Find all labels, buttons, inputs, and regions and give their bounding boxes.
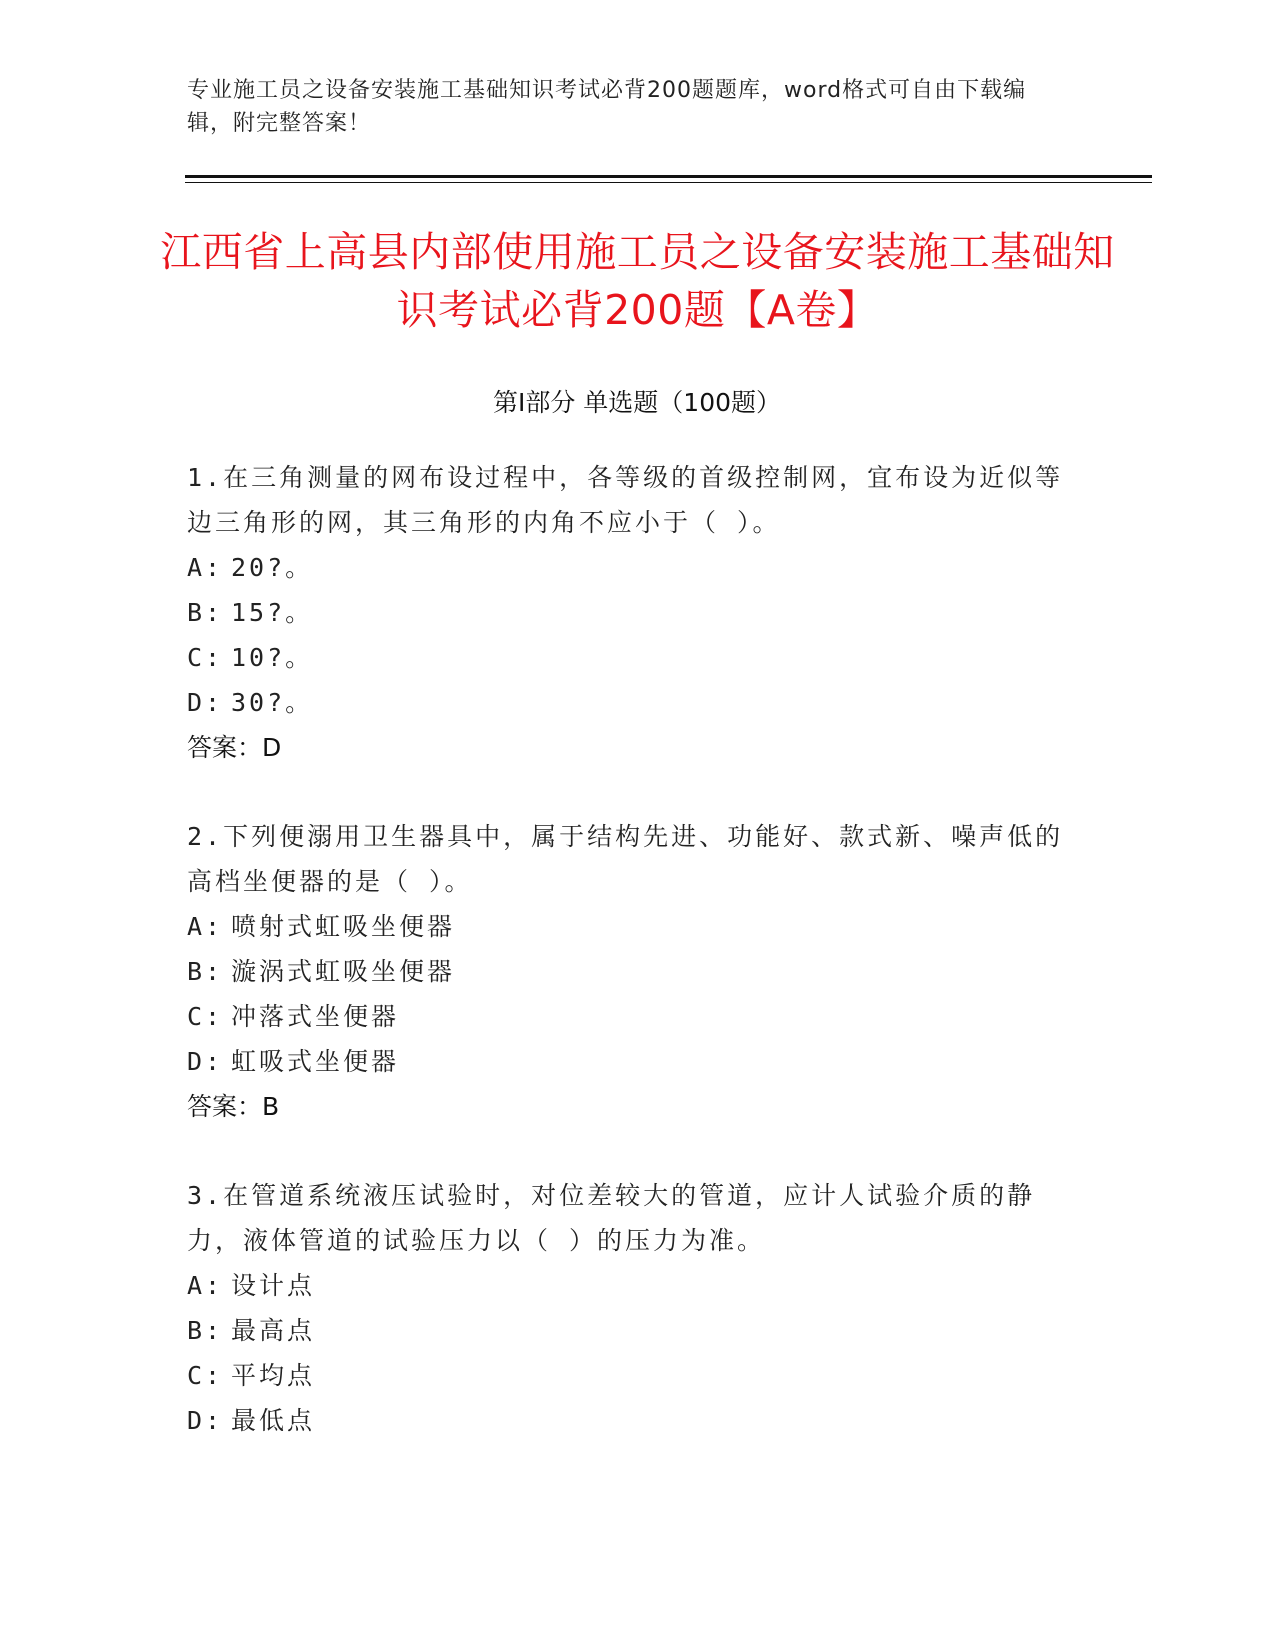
question-stem: 2.下列便溺用卫生器具中，属于结构先进、功能好、款式新、噪声低的高档坐便器的是（ ）。	[187, 822, 1064, 896]
option-letter: B:	[187, 598, 224, 627]
document-title: 江西省上高县内部使用施工员之设备安装施工基础知识考试必背200题【A卷】	[160, 228, 1115, 334]
option-text: 虹吸式坐便器	[231, 1047, 400, 1076]
option-letter: D:	[187, 688, 224, 717]
option-text: 15?。	[231, 598, 314, 627]
option-letter: C:	[187, 1002, 224, 1031]
option-letter: C:	[187, 643, 224, 672]
option-d	[187, 680, 1067, 725]
option-c	[187, 635, 1067, 680]
option-text: 最低点	[231, 1406, 316, 1435]
option-letter: D:	[187, 1406, 224, 1435]
question-1	[187, 455, 1067, 770]
option-text: 平均点	[231, 1361, 316, 1390]
header-rule-thick	[185, 175, 1152, 178]
option-letter: A:	[187, 1271, 224, 1300]
option-text: 最高点	[231, 1316, 316, 1345]
option-a	[187, 1263, 1067, 1308]
option-text: 10?。	[231, 643, 314, 672]
option-letter: A:	[187, 553, 224, 582]
option-b	[187, 1308, 1067, 1353]
option-text: 冲落式坐便器	[231, 1002, 400, 1031]
option-d	[187, 1039, 1067, 1084]
option-c	[187, 994, 1067, 1039]
option-b	[187, 949, 1067, 994]
option-d	[187, 1398, 1067, 1443]
option-letter: D:	[187, 1047, 224, 1076]
section-title: 第Ⅰ部分 单选题（100题）	[492, 388, 782, 417]
option-letter: B:	[187, 1316, 224, 1345]
option-list	[187, 904, 1067, 1084]
option-list	[187, 545, 1067, 725]
question-stem: 3.在管道系统液压试验时，对位差较大的管道，应计人试验介质的静力，液体管道的试验压力以（ ）的压力为准。	[187, 1181, 1036, 1255]
option-letter: C:	[187, 1361, 224, 1390]
option-text: 喷射式虹吸坐便器	[231, 912, 456, 941]
question-stem: 1.在三角测量的网布设过程中，各等级的首级控制网，宜布设为近似等边三角形的网，其三角形的内角不应小于（ ）。	[187, 463, 1064, 537]
question-3	[187, 1173, 1067, 1443]
option-b	[187, 590, 1067, 635]
option-letter: A:	[187, 912, 224, 941]
header-rule-thin	[185, 182, 1152, 183]
answer-line: 答案：D	[187, 733, 282, 762]
option-text: 设计点	[231, 1271, 316, 1300]
answer-line: 答案：B	[187, 1092, 280, 1121]
option-letter: B:	[187, 957, 224, 986]
option-text: 漩涡式虹吸坐便器	[231, 957, 456, 986]
question-2	[187, 814, 1067, 1129]
option-a	[187, 904, 1067, 949]
option-c	[187, 1353, 1067, 1398]
option-text: 20?。	[231, 553, 314, 582]
option-text: 30?。	[231, 688, 314, 717]
option-list	[187, 1263, 1067, 1443]
option-a	[187, 545, 1067, 590]
header-note: 专业施工员之设备安装施工基础知识考试必背200题题库，word格式可自由下载编辑，附完整答案！	[187, 78, 1027, 136]
